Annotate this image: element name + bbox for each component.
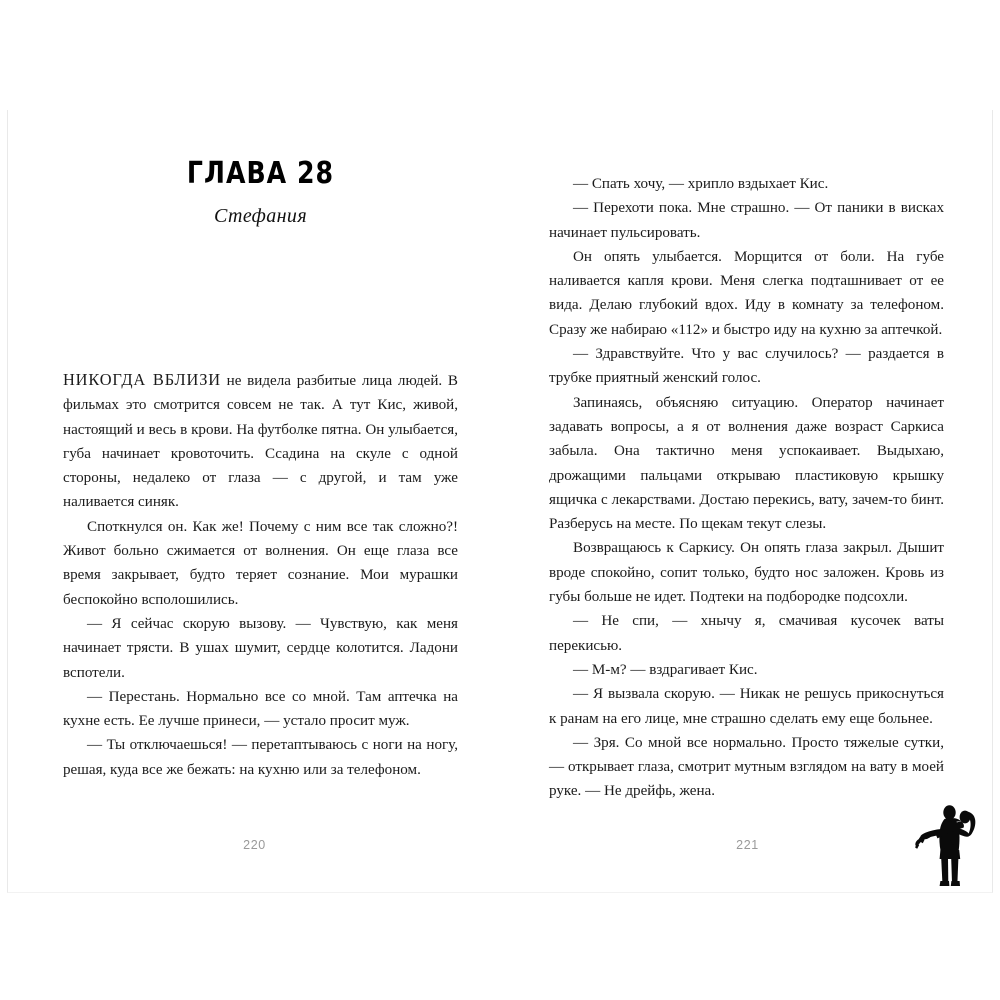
paragraph: — Я сейчас скорую вызову. — Чувствую, как меня начинает трясти. В ушах шумит, сердце колотится. Ладони вспотели. — [63, 615, 458, 681]
paragraph-opening — [63, 368, 458, 515]
opening-small-caps: НИКОГДА ВБЛИЗИ — [63, 370, 221, 389]
paragraph: Он опять улыбается. Морщится от боли. На губе наливается капля крови. Меня слегка подташнивает от ее вида. Делаю глубокий вдох. Иду в комнату за телефоном. Сразу же набираю «112» и быстро иду на кухню за аптечкой. — [549, 248, 944, 338]
paragraph: — Спать хочу, — хрипло вздыхает Кис. — [573, 176, 829, 192]
paragraph: — Зря. Со мной все нормально. Просто тяжелые сутки, — открывает глаза, смотрит мутным взглядом на вату в моей руке. — Не дрейфь, жена. — [549, 734, 944, 800]
right-page-body — [549, 172, 944, 804]
paragraph: — Перестань. Нормально все со мной. Там аптечка на кухне есть. Ее лучше принеси, — устало просит муж. — [63, 688, 458, 730]
chapter-heading — [63, 158, 458, 228]
chapter-subtitle: Стефания — [213, 204, 308, 227]
left-page-body — [63, 368, 458, 782]
page-number-left: 220 — [243, 838, 266, 852]
couple-carry-silhouette-icon — [908, 801, 986, 893]
chapter-title: ГЛАВА 28 — [186, 156, 335, 191]
paragraph: — Здравствуйте. Что у вас случилось? — раздается в трубке приятный женский голос. — [549, 346, 944, 387]
paragraph: — Не спи, — хнычу я, смачивая кусочек ваты перекисью. — [549, 613, 944, 654]
right-page — [501, 110, 994, 893]
paragraph: Запинаясь, объясняю ситуацию. Оператор начинает задавать вопросы, а я от волнения даже возраст Саркиса забыла. Она тактично меня успокаивает. Выдыхаю, дрожащими пальцами открываю пластиковую крышку ящичка с лекарствами. Достаю перекись, вату, зачем-то бинт. Разберусь на месте. По щекам текут слезы. — [549, 394, 944, 533]
paragraph: — М-м? — вздрагивает Кис. — [573, 661, 758, 678]
paragraph: Споткнулся он. Как же! Почему с ним все так сложно?! Живот больно сжимается от волнения. Он еще глаза все время закрывает, будто теряет сознание. Мои мурашки беспокойно всполошились. — [63, 518, 458, 608]
paragraph: — Я вызвала скорую. — Никак не решусь прикоснуться к ранам на его лице, мне страшно сделать ему еще больнее. — [549, 686, 944, 727]
paragraph-text: не видела разбитые лица людей. В фильмах это смотрится совсем не так. А тут Кис, живой, настоящий и весь в крови. На футболке пятна. Он улыбается, губа начинает кровоточить. Ссадина на скуле с одной стороны, недалеко от глаза — с другой, и там уже наливается синяк. — [63, 373, 458, 511]
page-sheet — [7, 110, 993, 893]
paragraph: — Ты отключаешься! — перетаптываюсь с ноги на ногу, решая, куда все же бежать: на кухню или за телефоном. — [63, 737, 458, 778]
paragraph: — Перехоти пока. Мне страшно. — От паники в висках начинает пульсировать. — [549, 200, 944, 241]
paragraph: Возвращаюсь к Саркису. Он опять глаза закрыл. Дышит вроде спокойно, сопит только, будто нос заложен. Кровь из губы больше не идет. Подтеки на подбородке подсохли. — [549, 540, 944, 606]
left-page — [8, 110, 501, 893]
page-number-right: 221 — [736, 838, 759, 852]
